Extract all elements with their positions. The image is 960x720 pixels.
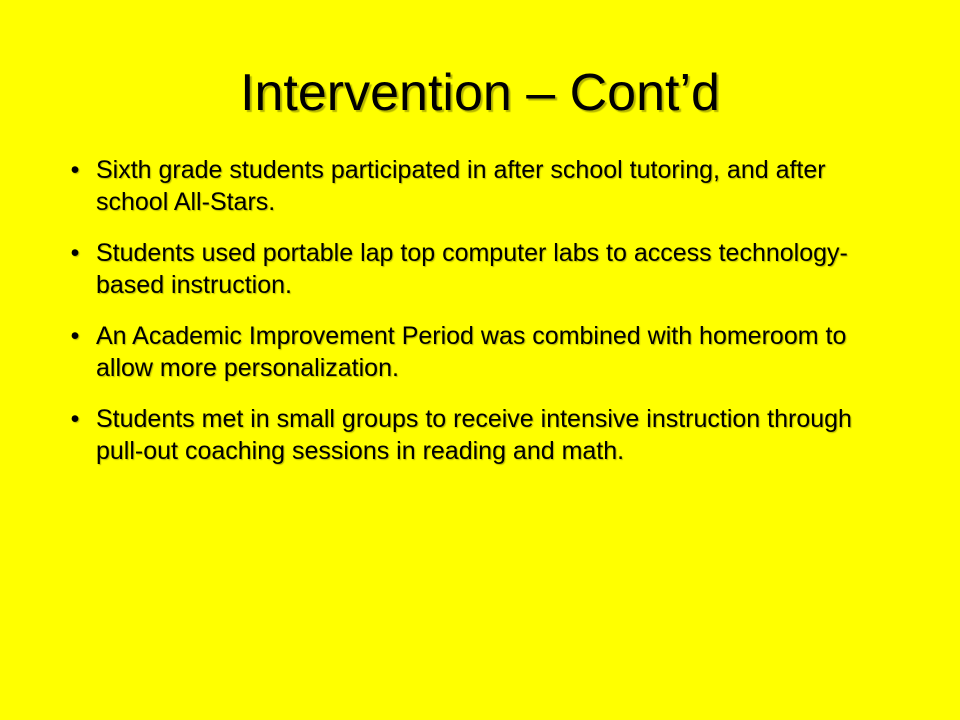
- bullet-text: An Academic Improvement Period was combined with homeroom to allow more personalization.: [96, 322, 847, 382]
- bullet-item: [60, 154, 900, 218]
- bullet-text: Sixth grade students participated in after school tutoring, and after school All-Stars.: [96, 156, 826, 216]
- bullet-dot-icon: •: [70, 405, 80, 433]
- bullet-item: [60, 320, 900, 384]
- bullet-dot-icon: •: [70, 156, 80, 184]
- bullet-item: [60, 403, 900, 467]
- bullet-text: Students met in small groups to receive intensive instruction through pull-out coaching sessions in reading and math.: [96, 405, 852, 465]
- bullet-dot-icon: •: [70, 239, 80, 267]
- bullet-text: Students used portable lap top computer labs to access technology-based instruction.: [96, 239, 848, 299]
- slide-title: Intervention – Cont’d: [240, 64, 720, 122]
- bullet-list: [60, 154, 900, 486]
- bullet-item: [60, 237, 900, 301]
- bullet-dot-icon: •: [70, 322, 80, 350]
